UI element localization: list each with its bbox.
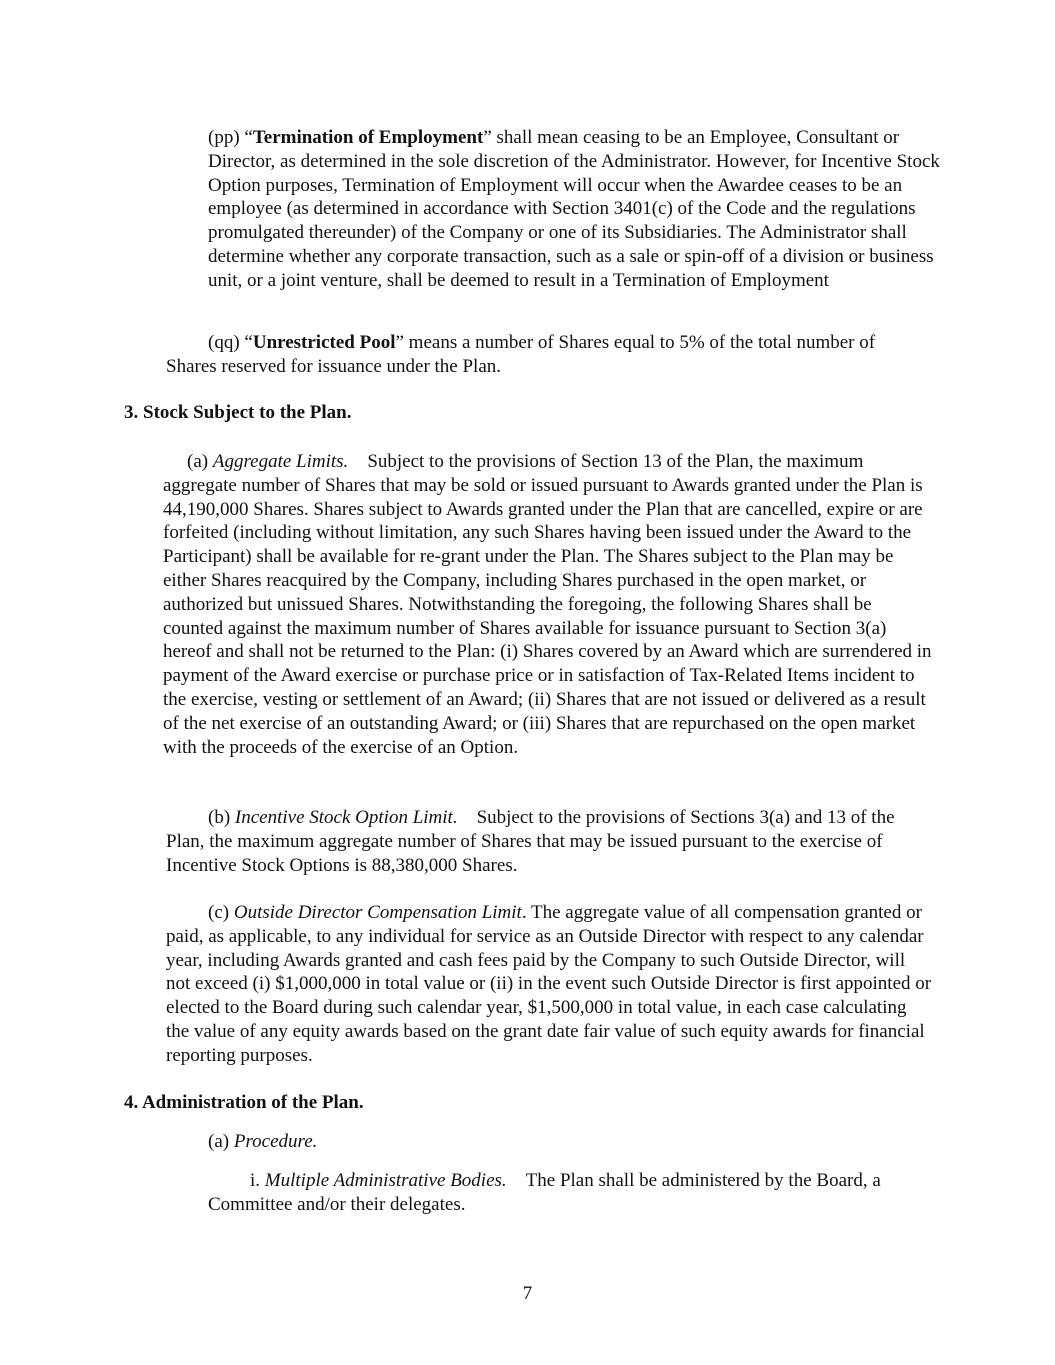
section-3b-text: Subject to the provisions of Sections 3(a) and 13 of the Plan, the maximum aggregate number of Shares that may be issued pursuant to the exercise of Incentive Stock Options is 88,380,000 Shares.: [166, 807, 895, 876]
section-3-heading: 3. Stock Subject to the Plan.: [124, 402, 352, 423]
page-number: 7: [522, 1283, 533, 1304]
definition-qq-text: ” means a number of Shares equal to 5% of the total number of Shares reserved for issuance under the Plan.: [166, 332, 876, 377]
section-4a-i-lead: i.: [250, 1170, 265, 1191]
section-3c-lead: (c): [208, 902, 234, 923]
section-4a-i-title: Multiple Administrative Bodies.: [264, 1170, 507, 1191]
definition-pp-lead: (pp) “: [208, 127, 253, 148]
section-4a-i-text: The Plan shall be administered by the Board, a Committee and/or their delegates.: [208, 1170, 881, 1215]
section-3a-text: Subject to the provisions of Section 13 of the Plan, the maximum aggregate number of Shares that may be sold or issued pursuant to Awards granted under the Plan is 44,190,000 Shares. Shares subject to Awards granted under the Plan that are cancelled, expire or are forfeited (including without limitation, any such Shares having been issued under the Award to the Participant) shall be available for re-grant under the Plan. The Shares subject to the Plan may be either Shares reacquired by the Company, including Shares purchased in the open market, or authorized but unissued Shares. Notwithstanding the foregoing, the following Shares shall be counted against the maximum number of Shares available for issuance pursuant to Section 3(a) hereof and shall not be returned to the Plan: (i) Shares covered by an Award which are surrendered in payment of the Award exercise or purchase price or in satisfaction of Tax-Related Items incident to the exercise, vesting or settlement of an Award; (ii) Shares that are not issued or delivered as a result of the net exercise of an outstanding Award; or (iii) Shares that are repurchased on the open market with the proceeds of the exercise of an Option.: [163, 451, 932, 758]
section-3b-title: Incentive Stock Option Limit.: [234, 807, 458, 828]
section-4-heading: 4. Administration of the Plan.: [124, 1092, 364, 1113]
section-3c-text: . The aggregate value of all compensation granted or paid, as applicable, to any individual for service as an Outside Director with respect to any calendar year, including Awards granted and cash fees paid by the Company to such Outside Director, will not exceed (i) $1,000,000 in total value or (ii) in the event such Outside Director is first appointed or elected to the Board during such calendar year, $1,500,000 in total value, in each case calculating the value of any equity awards based on the grant date fair value of such equity awards for financial reporting purposes.: [166, 902, 932, 1066]
section-3a-lead: (a): [187, 451, 213, 472]
definition-pp-term: Termination of Employment: [252, 127, 484, 148]
definition-pp: [166, 126, 968, 293]
section-4a-title: Procedure.: [233, 1131, 318, 1152]
definition-pp-text: ” shall mean ceasing to be an Employee, Consultant or Director, as determined in the sole discretion of the Administrator. However, for Incentive Stock Option purposes, Termination of Employment will occur when the Awardee ceases to be an employee (as determined in accordance with Section 3401(c) of the Code and the regulations promulgated thereunder) of the Company or one of its Subsidiaries. The Administrator shall determine whether any corporate transaction, such as a sale or spin-off of a division or business unit, or a joint venture, shall be deemed to result in a Termination of Employment: [208, 127, 940, 291]
section-3a-title: Aggregate Limits.: [212, 451, 349, 472]
section-4a-lead: (a): [208, 1131, 234, 1152]
definition-qq-lead: (qq) “: [208, 332, 253, 353]
definition-qq: [166, 331, 926, 379]
section-4a-paragraph: [208, 1130, 317, 1154]
section-3c-title: Outside Director Compensation Limit: [233, 902, 522, 923]
section-3c-paragraph: [166, 901, 934, 1068]
section-4a-i-paragraph: [208, 1169, 930, 1217]
definition-qq-term: Unrestricted Pool: [252, 332, 396, 353]
section-3b-lead: (b): [208, 807, 235, 828]
section-3a-paragraph: [163, 450, 933, 759]
section-3b-paragraph: [166, 806, 934, 877]
